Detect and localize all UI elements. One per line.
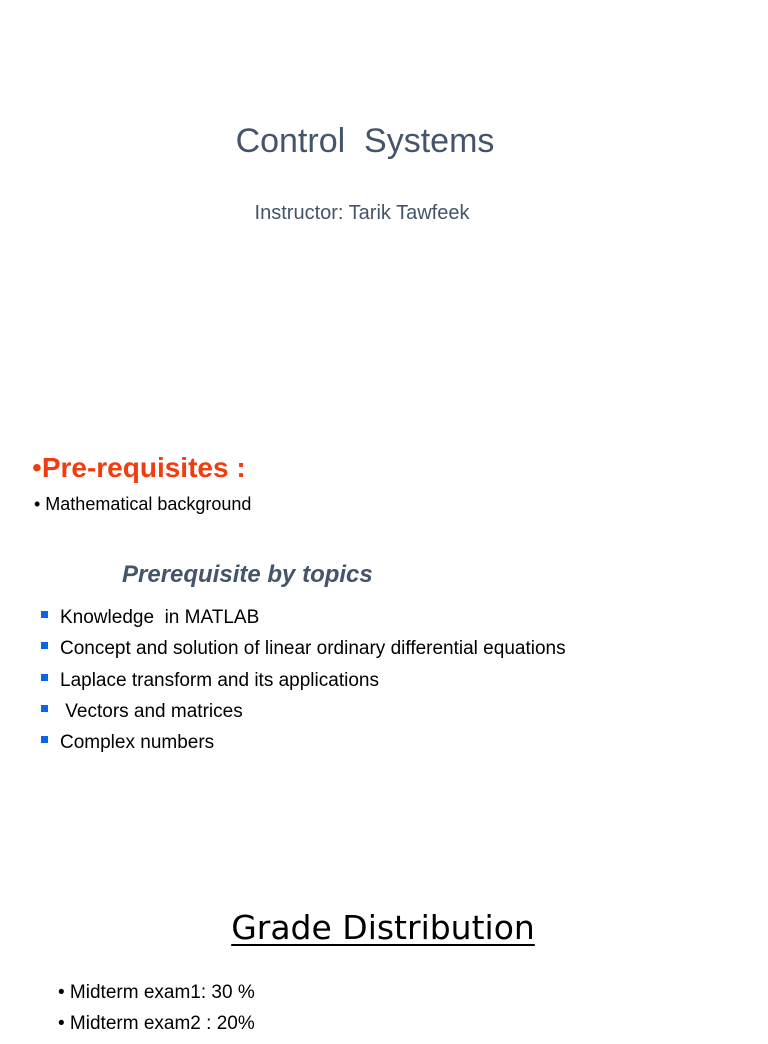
prerequisites-bullet: • bbox=[32, 452, 42, 483]
grades-list bbox=[58, 982, 255, 1044]
topic-item-text: Laplace transform and its applications bbox=[60, 669, 379, 691]
square-bullet-icon bbox=[41, 611, 48, 618]
topic-item-text: Vectors and matrices bbox=[60, 700, 243, 722]
grade-item: • Midterm exam1: 30 % bbox=[58, 982, 255, 1003]
topic-item-text: Knowledge in MATLAB bbox=[60, 607, 260, 628]
square-bullet-icon bbox=[41, 705, 48, 712]
square-bullet-icon bbox=[41, 674, 48, 681]
instructor-line: Instructor: Tarik Tawfeek bbox=[254, 202, 470, 224]
grade-distribution-heading: Grade Distribution bbox=[231, 908, 535, 947]
topic-item-text: Concept and solution of linear ordinary differential equations bbox=[60, 638, 566, 660]
topic-item-text: Complex numbers bbox=[60, 732, 215, 754]
page-title: Control Systems bbox=[235, 122, 495, 160]
prerequisite-item: • Mathematical background bbox=[34, 494, 252, 514]
square-bullet-icon bbox=[41, 642, 48, 649]
topics-heading: Prerequisite by topics bbox=[122, 561, 373, 588]
prerequisites-heading bbox=[32, 452, 246, 484]
square-bullet-icon bbox=[41, 736, 48, 743]
grade-item: • Midterm exam2 : 20% bbox=[58, 1013, 255, 1034]
prerequisites-heading-text: Pre-requisites : bbox=[41, 452, 246, 483]
